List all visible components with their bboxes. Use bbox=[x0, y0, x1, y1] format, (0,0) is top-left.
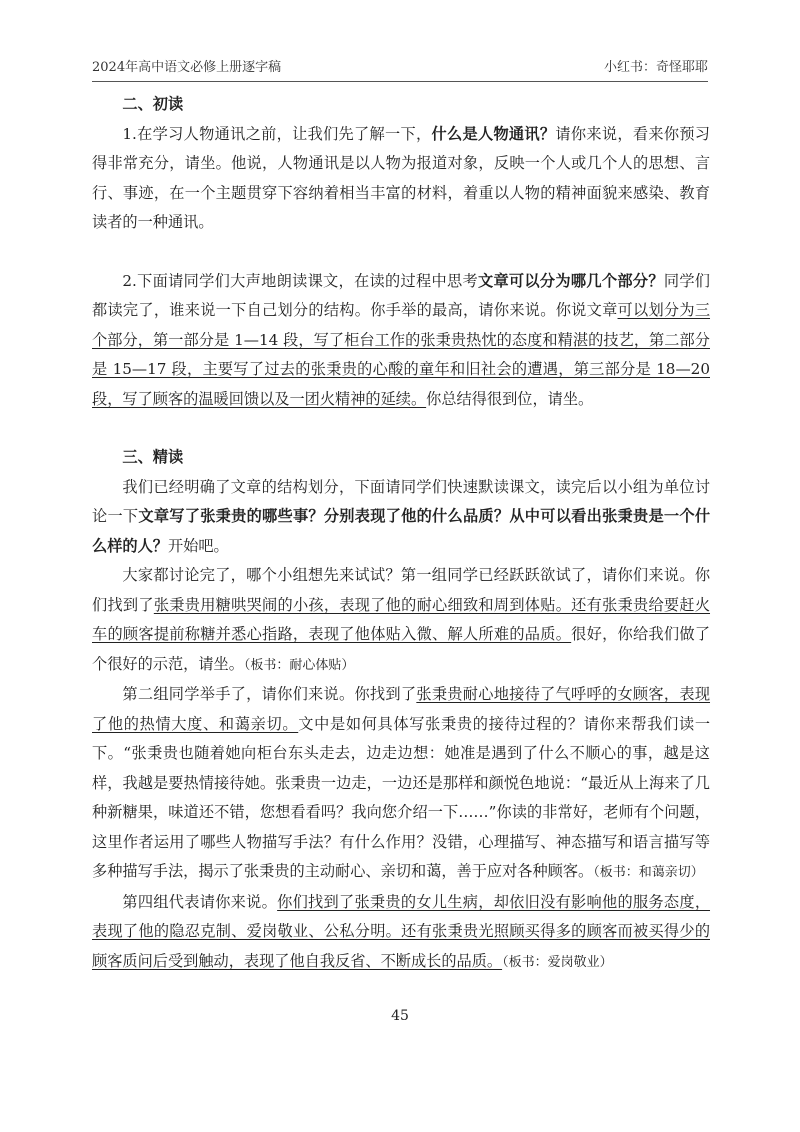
header-author: 小红书：奇怪耶耶 bbox=[603, 60, 708, 75]
paragraph-s2-1 bbox=[92, 120, 710, 238]
underlined-answer: 可以划分为三个部分，第一部分是 1—14 段，写了柜台工作的张秉贵热忱的态度和精湛的技艺，第二部分是 15—17 段，主要写了过去的张秉贵的心酸的童年和旧社会的遭遇，第三部分是 18—20 段，写了顾客的温暖回馈以及一团火精神的延续。 bbox=[92, 301, 711, 408]
page-header bbox=[92, 56, 708, 80]
blackboard-note: （板书：爱岗敬业） bbox=[502, 954, 613, 970]
text-run: 2.下面请同学们大声地朗读课文，在读的过程中思考 bbox=[122, 271, 478, 290]
header-title: 2024年高中语文必修上册逐字稿 bbox=[92, 60, 282, 75]
underlined-answer: 张秉贵耐心地接待了气呼呼的女顾客，表现了他的热情大度、和蔼亲切。 bbox=[92, 685, 711, 733]
bold-question: 文章写了张秉贵的哪些事？分别表现了他的什么品质？从中可以看出张秉贵是一个什么样的人？ bbox=[92, 507, 711, 555]
underlined-answer: 张秉贵用糖哄哭闹的小孩，表现了他的耐心细致和周到体贴。还有张秉贵给要赶火车的顾客提前称糖并悉心指路，表现了他体贴入微、解人所难的品质。 bbox=[92, 595, 711, 643]
blackboard-note: （板书：和蔼亲切） bbox=[593, 865, 704, 880]
text-run: 大家都讨论完了，哪个小组想先来试试？第一组同学已经跃跃欲试了，请你们来说。你们找到了 bbox=[92, 566, 710, 614]
section-heading-close-reading: 三、精读 bbox=[122, 448, 184, 466]
underlined-answer: 你们找到了张秉贵的女儿生病，却依旧没有影响他的服务态度，表现了他的隐忍克制、爱岗敬业、公私分明。还有张秉贵光照顾买得多的顾客而被买得少的顾客质问后受到触动，表现了他自我反省、不断成长的品质。 bbox=[92, 892, 711, 970]
text-run: 文中是如何具体写张秉贵的接待过程的？请你来帮我们读一下。“张秉贵也随着她向柜台东头走去，边走边想：她准是遇到了什么不顺心的事，越是这样，我越是要热情接待她。张秉贵一边走，一边还是那样和颜悦色地说：“最近从上海来了几种新糖果，味道还不错，您想看看吗？我向您介绍一下……”你读的非常好，老师有个问题，这里作者运用了哪些人物描写手法？有什么作用？没错，心理描写、神态描写和语言描写等多种描写手法，揭示了张秉贵的主动耐心、亲切和蔼，善于应对各种顾客。 bbox=[92, 714, 711, 880]
text-run: 开始吧。 bbox=[167, 536, 229, 555]
text-run: 你总结得很到位，请坐。 bbox=[426, 389, 594, 408]
paragraph-s3-1 bbox=[92, 473, 710, 562]
text-run: 第四组代表请你来说。 bbox=[122, 892, 278, 911]
text-run: 很好，你给我们做了个很好的示范，请坐。 bbox=[92, 625, 711, 673]
text-run: 同学们都读完了，谁来说一下自己划分的结构。你手举的最高，请你来说。你说文章 bbox=[92, 271, 710, 319]
document-body bbox=[92, 90, 710, 977]
text-run: 请你来说，看来你预习得非常充分，请坐。他说，人物通讯是以人物为报道对象，反映一个人或几个人的思想、言行、事迹，在一个主题贯穿下容纳着相当丰富的材料，着重以人物的精神面貌来感染、教育读者的一种通讯。 bbox=[92, 124, 710, 231]
header-divider bbox=[92, 81, 708, 82]
paragraph-s3-3 bbox=[92, 680, 710, 888]
text-run: 1.在学习人物通讯之前，让我们先了解一下， bbox=[122, 124, 432, 143]
text-run: 第二组同学举手了，请你们来说。你找到了 bbox=[122, 685, 417, 703]
section-heading-first-reading: 二、初读 bbox=[122, 95, 184, 113]
text-run: 我们已经明确了文章的结构划分，下面请同学们快速默读课文，读完后以小组为单位讨论一下 bbox=[92, 477, 710, 525]
page-number: 45 bbox=[391, 1008, 409, 1024]
paragraph-s3-4 bbox=[92, 888, 710, 978]
blackboard-note: （板书：耐心体贴） bbox=[243, 657, 355, 673]
paragraph-s3-2 bbox=[92, 561, 710, 680]
paragraph-s2-2 bbox=[92, 267, 710, 415]
bold-question: 文章可以分为哪几个部分？ bbox=[477, 271, 664, 290]
spacer bbox=[92, 238, 710, 267]
bold-question: 什么是人物通讯？ bbox=[431, 124, 556, 143]
spacer bbox=[92, 414, 710, 443]
